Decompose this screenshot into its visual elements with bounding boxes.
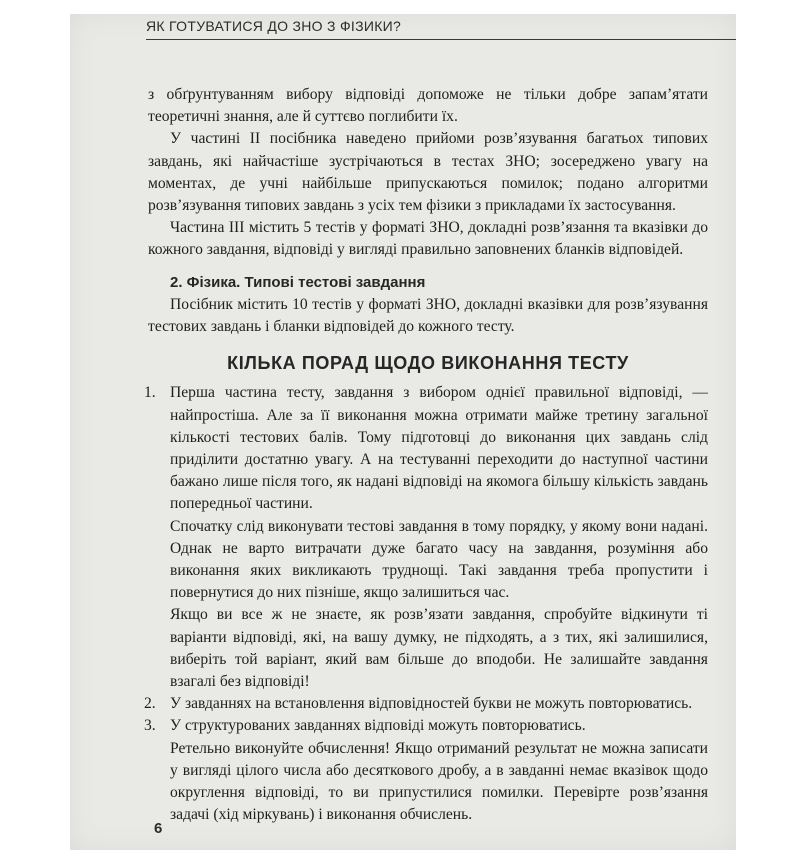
item-number: 1. (144, 384, 156, 402)
item-3-paragraph-2: Ретельно виконуйте обчислення! Якщо отриманий результат не можна записати у вигляді цілого числа або десяткового дробу, а в завданні немає вказівок щодо округлення відповіді, то ви припустилися помилки. Перевірте розв’язання задачі (хід міркувань) і виконання обчислень. (170, 739, 708, 824)
item-2-paragraph-1: У завданнях на встановлення відповідностей букви не можуть повторюватись. (170, 695, 693, 713)
advice-item-2 (144, 693, 708, 715)
item-1-paragraph-2: Спочатку слід виконувати тестові завдання в тому порядку, у якому вони надані. Однак не варто витрачати дуже багато часу на завдання, розуміння або виконання яких викликають труднощі. Такі завдання треба пропустити і повернутися до них пізніше, якщо залишиться час. (170, 517, 708, 602)
advice-item-1 (144, 382, 708, 693)
item-1-paragraph-1: Перша частина тесту, завдання з вибором однієї правильної відповіді, — найпростіша. Але за її виконання можна отримати майже третину загальної кількості тестових балів. Тому підготовці до виконання цих завдань слід приділити достатню увагу. А на тестуванні переходити до наступної частини бажано лише після того, як надані відповіді на якомога більшу кількість завдань попередньої частини. (170, 384, 708, 513)
subsection-paragraph: Посібник містить 10 тестів у форматі ЗНО, докладні вказівки для розв’язування тестових завдань і бланки відповідей до кожного тесту. (148, 295, 708, 336)
intro-paragraph-3: Частина III містить 5 тестів у форматі ЗНО, докладні розв’язання та вказівки до кожного завдання, відповіді у вигляді правильно заповнених бланків відповідей. (148, 219, 708, 259)
page-number: 6 (154, 820, 163, 837)
page-body (144, 84, 708, 827)
item-3-paragraph-1: У структурованих завданнях відповіді можуть повторюватись. (170, 717, 586, 735)
intro-paragraph-2: У частині II посібника наведено прийоми розв’язування багатьох типових завдань, які найчастіше зустрічаються в тестах ЗНО; зосереджено увагу на моментах, де учні найбільше припускаються помилок; подано алгоритми розв’язування типових завдань з усіх тем фізики з прикладами їх застосування. (148, 130, 708, 215)
intro-paragraph-1: з обґрунтуванням вибору відповіді допоможе не тільки добре запам’ятати теоретичні знання, але й суттєво поглибити їх. (148, 86, 708, 126)
subsection-heading: 2. Фізика. Типові тестові завдання (170, 273, 426, 291)
item-1-paragraph-3: Якщо ви все ж не знаєте, як розв’язати завдання, спробуйте відкинути ті варіанти відповіді, які, на вашу думку, не підходять, а з тих, які залишилися, виберіть той варіант, який вам більше до вподоби. Не залишайте завдання взагалі без відповіді! (170, 606, 708, 691)
item-number: 2. (144, 695, 156, 713)
book-page (70, 14, 736, 850)
item-number: 3. (144, 717, 156, 735)
advice-item-3 (144, 715, 708, 826)
running-head: ЯК ГОТУВАТИСЯ ДО ЗНО З ФІЗИКИ? (146, 18, 736, 40)
section-title: КІЛЬКА ПОРАД ЩОДО ВИКОНАННЯ ТЕСТУ (227, 353, 629, 374)
